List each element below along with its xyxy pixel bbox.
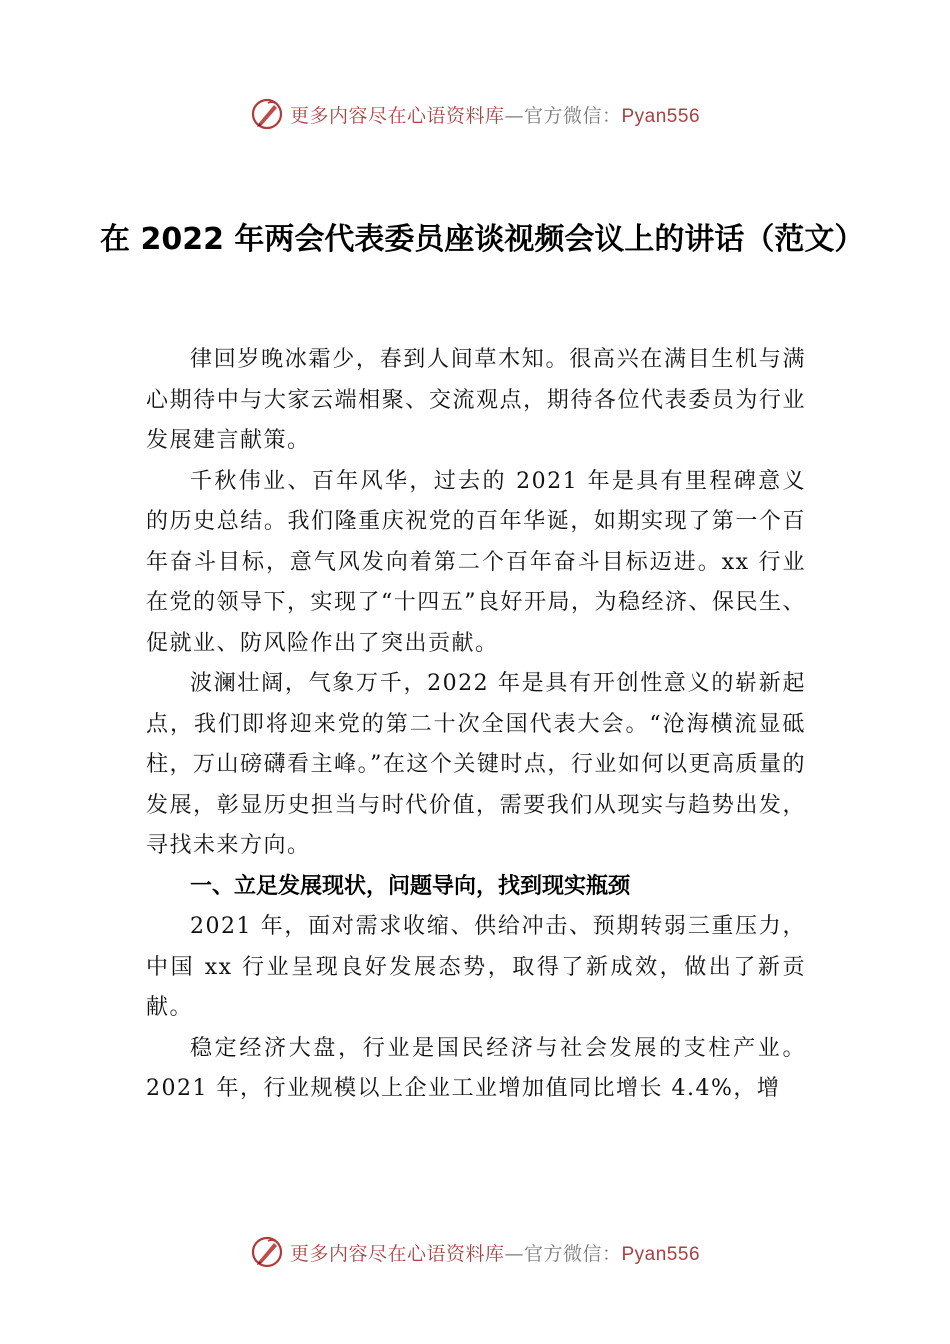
banner-wechat-id: Pyan556 <box>621 1243 701 1265</box>
banner-slogan: 更多内容尽在心语资料库 <box>289 104 505 127</box>
quill-pen-logo-icon <box>250 97 284 131</box>
document-title: 在 2022 年两会代表委员座谈视频会议上的讲话（范文） <box>100 222 865 257</box>
banner-wechat-id: Pyan556 <box>621 105 701 127</box>
footer-banner <box>0 1232 950 1272</box>
banner-separator: —官方微信： <box>504 104 622 127</box>
banner-slogan: 更多内容尽在心语资料库 <box>289 1242 505 1265</box>
body-paragraph-3: 波澜壮阔，气象万千，2022 年是具有开创性意义的崭新起点，我们即将迎来党的第二十次全国代表大会。“沧海横流显砥柱，万山磅礴看主峰。”在这个关键时点，行业如何以更高质量的发展，彰显历史担当与时代价值，需要我们从现实与趋势出发，寻找未来方向。 <box>146 671 806 858</box>
document-body <box>146 340 806 1110</box>
body-paragraph-1: 律回岁晚冰霜少，春到人间草木知。很高兴在满目生机与满心期待中与大家云端相聚、交流观点，期待各位代表委员为行业发展建言献策。 <box>146 347 806 453</box>
body-paragraph-2: 千秋伟业、百年风华，过去的 2021 年是具有里程碑意义的历史总结。我们隆重庆祝党的百年华诞，如期实现了第一个百年奋斗目标，意气风发向着第二个百年奋斗目标迈进。xx 行业在党的领导下，实现了“十四五”良好开局，为稳经济、保民生、促就业、防风险作出了突出贡献。 <box>146 468 806 656</box>
section-heading-1: 一、立足发展现状，问题导向，找到现实瓶颈 <box>190 873 631 899</box>
section-paragraph-2: 稳定经济大盘，行业是国民经济与社会发展的支柱产业。2021 年，行业规模以上企业工业增加值同比增长 4.4%，增 <box>146 1035 806 1101</box>
section-paragraph-1: 2021 年，面对需求收缩、供给冲击、预期转弱三重压力，中国 xx 行业呈现良好发展态势，取得了新成效，做出了新贡献。 <box>146 914 806 1020</box>
header-banner <box>0 94 950 134</box>
quill-pen-logo-icon <box>250 1235 284 1269</box>
banner-separator: —官方微信： <box>504 1242 622 1265</box>
